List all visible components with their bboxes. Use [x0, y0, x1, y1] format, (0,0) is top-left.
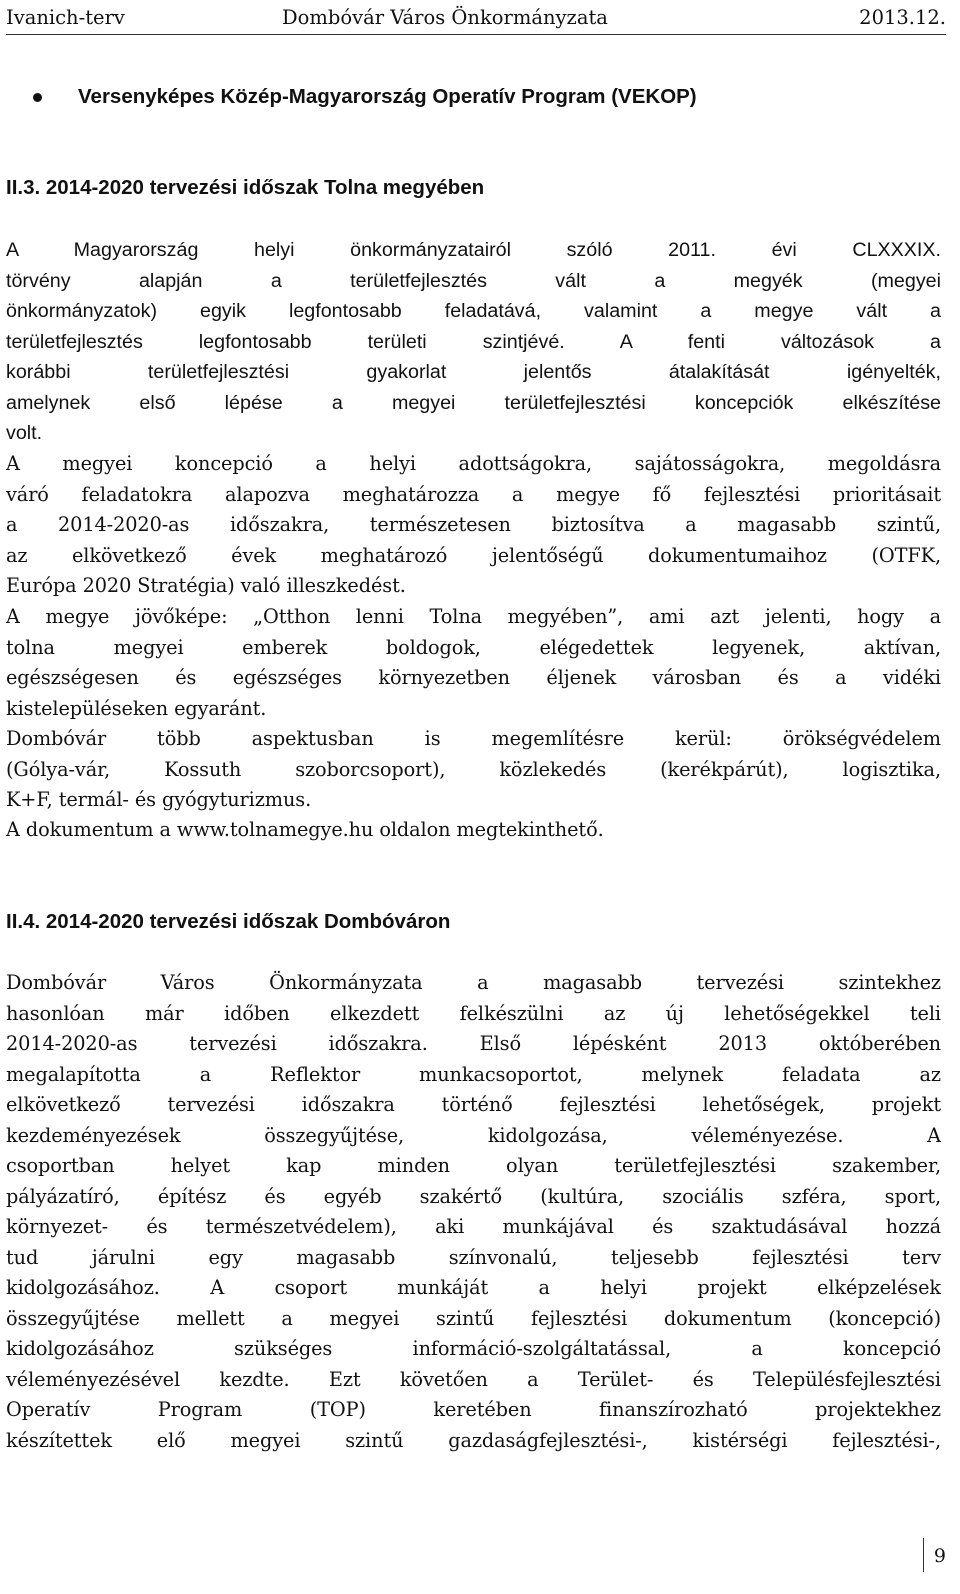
- text-line: hasonlóan már időben elkezdett felkészülni az új lehetőségekkel teli: [6, 1001, 941, 1025]
- header-organization: Dombóvár Város Önkormányzata: [282, 6, 608, 29]
- text-line: A megye jövőképe: „Otthon lenni Tolna megyében”, ami azt jelenti, hogy a: [6, 605, 941, 628]
- section-3-paragraph-3: [6, 602, 941, 724]
- text-line: Operatív Program (TOP) keretében finanszírozható projektekhez: [6, 1398, 941, 1421]
- section-3-paragraph-4: [6, 724, 941, 816]
- text-line: megalapította a Reflektor munkacsoportot, melynek feladata az: [6, 1062, 941, 1086]
- text-line: A megyei koncepció a helyi adottságokra, sajátosságokra, megoldásra: [6, 452, 941, 475]
- text-line: környezet- és természetvédelem), aki munkájával és szaktudásával hozzá: [6, 1215, 941, 1238]
- text-line: a 2014-2020-as időszakra, természetesen biztosítva a magasabb szintű,: [6, 513, 941, 536]
- text-line: területfejlesztés legfontosabb területi szintjévé. A fenti változások a: [6, 330, 941, 353]
- text-line: volt.: [6, 422, 43, 444]
- text-line: A Magyarország helyi önkormányzatairól szóló 2011. évi CLXXXIX.: [6, 239, 941, 261]
- text-line: csoportban helyet kap minden olyan területfejlesztési szakember,: [6, 1154, 941, 1177]
- text-line: készítettek elő megyei szintű gazdaságfejlesztési-, kistérségi fejlesztési-,: [6, 1428, 941, 1452]
- bullet-item: Versenyképes Közép-Magyarország Operatív Program (VEKOP): [78, 85, 697, 108]
- section-4-paragraph-1: [6, 968, 941, 1456]
- text-line: pályázatíró, építész és egyéb szakértő (kultúra, szociális szféra, sport,: [6, 1184, 941, 1208]
- text-line: tolna megyei emberek boldogok, elégedettek legyenek, aktívan,: [6, 635, 941, 659]
- text-line: tud járulni egy magasabb színvonalú, teljesebb fejlesztési terv: [6, 1245, 941, 1269]
- text-line: K+F, termál- és gyógyturizmus.: [6, 788, 312, 811]
- text-line: Dombóvár Város Önkormányzata a magasabb tervezési szintekhez: [6, 971, 941, 994]
- page-number: 9: [923, 1538, 946, 1572]
- section-heading-3: II.3. 2014-2020 tervezési időszak Tolna megyében: [6, 176, 485, 199]
- page-header: [6, 4, 946, 35]
- text-line: az elkövetkező évek meghatározó jelentőségű dokumentumaihoz (OTFK,: [6, 543, 941, 567]
- text-line: Európa 2020 Stratégia) való illeszkedést.: [6, 574, 406, 597]
- text-line: elkövetkező tervezési időszakra történő fejlesztési lehetőségek, projekt: [6, 1093, 941, 1116]
- section-3-paragraph-1: [6, 235, 941, 449]
- text-line: önkormányzatok) egyik legfontosabb feladatává, valamint a megye vált a: [6, 300, 941, 322]
- section-3-paragraph-2: [6, 449, 941, 602]
- section-heading-4: II.4. 2014-2020 tervezési időszak Dombóváron: [6, 910, 451, 933]
- text-line: kistelepüléseken egyaránt.: [6, 696, 267, 720]
- text-line: egészségesen és egészséges környezetben éljenek városban és a vidéki: [6, 666, 941, 689]
- text-line: törvény alapján a területfejlesztés vált a megyék (megyei: [6, 269, 941, 292]
- text-line: kidolgozásához szükséges információ-szolgáltatással, a koncepció: [6, 1337, 941, 1360]
- text-line: összegyűjtése mellett a megyei szintű fejlesztési dokumentum (koncepció): [6, 1306, 941, 1330]
- text-line: korábbi területfejlesztési gyakorlat jelentős átalakítását igényelték,: [6, 361, 941, 383]
- text-line: (Gólya-vár, Kossuth szoborcsoport), közlekedés (kerékpárút), logisztika,: [6, 757, 941, 781]
- section-3-paragraph-5: [6, 815, 941, 846]
- text-line: kidolgozásához. A csoport munkáját a helyi projekt elképzelések: [6, 1276, 941, 1299]
- text-line: véleményezésével kezdte. Ezt követően a Terület- és Településfejlesztési: [6, 1367, 941, 1391]
- text-line: kezdeményezések összegyűjtése, kidolgozása, véleményezése. A: [6, 1123, 941, 1147]
- text-line: A dokumentum a www.tolnamegye.hu oldalon megtekinthető.: [6, 818, 604, 841]
- header-author: Ivanich-terv: [6, 6, 125, 29]
- text-line: 2014-2020-as tervezési időszakra. Első lépésként 2013 októberében: [6, 1032, 941, 1055]
- text-line: amelynek első lépése a megyei területfejlesztési koncepciók elkészítése: [6, 391, 941, 414]
- bullet-icon: [33, 93, 42, 102]
- text-line: Dombóvár több aspektusban is megemlítésre kerül: örökségvédelem: [6, 727, 941, 750]
- text-line: váró feladatokra alapozva meghatározza a megye fő fejlesztési prioritásait: [6, 482, 941, 506]
- header-date: 2013.12.: [859, 6, 946, 29]
